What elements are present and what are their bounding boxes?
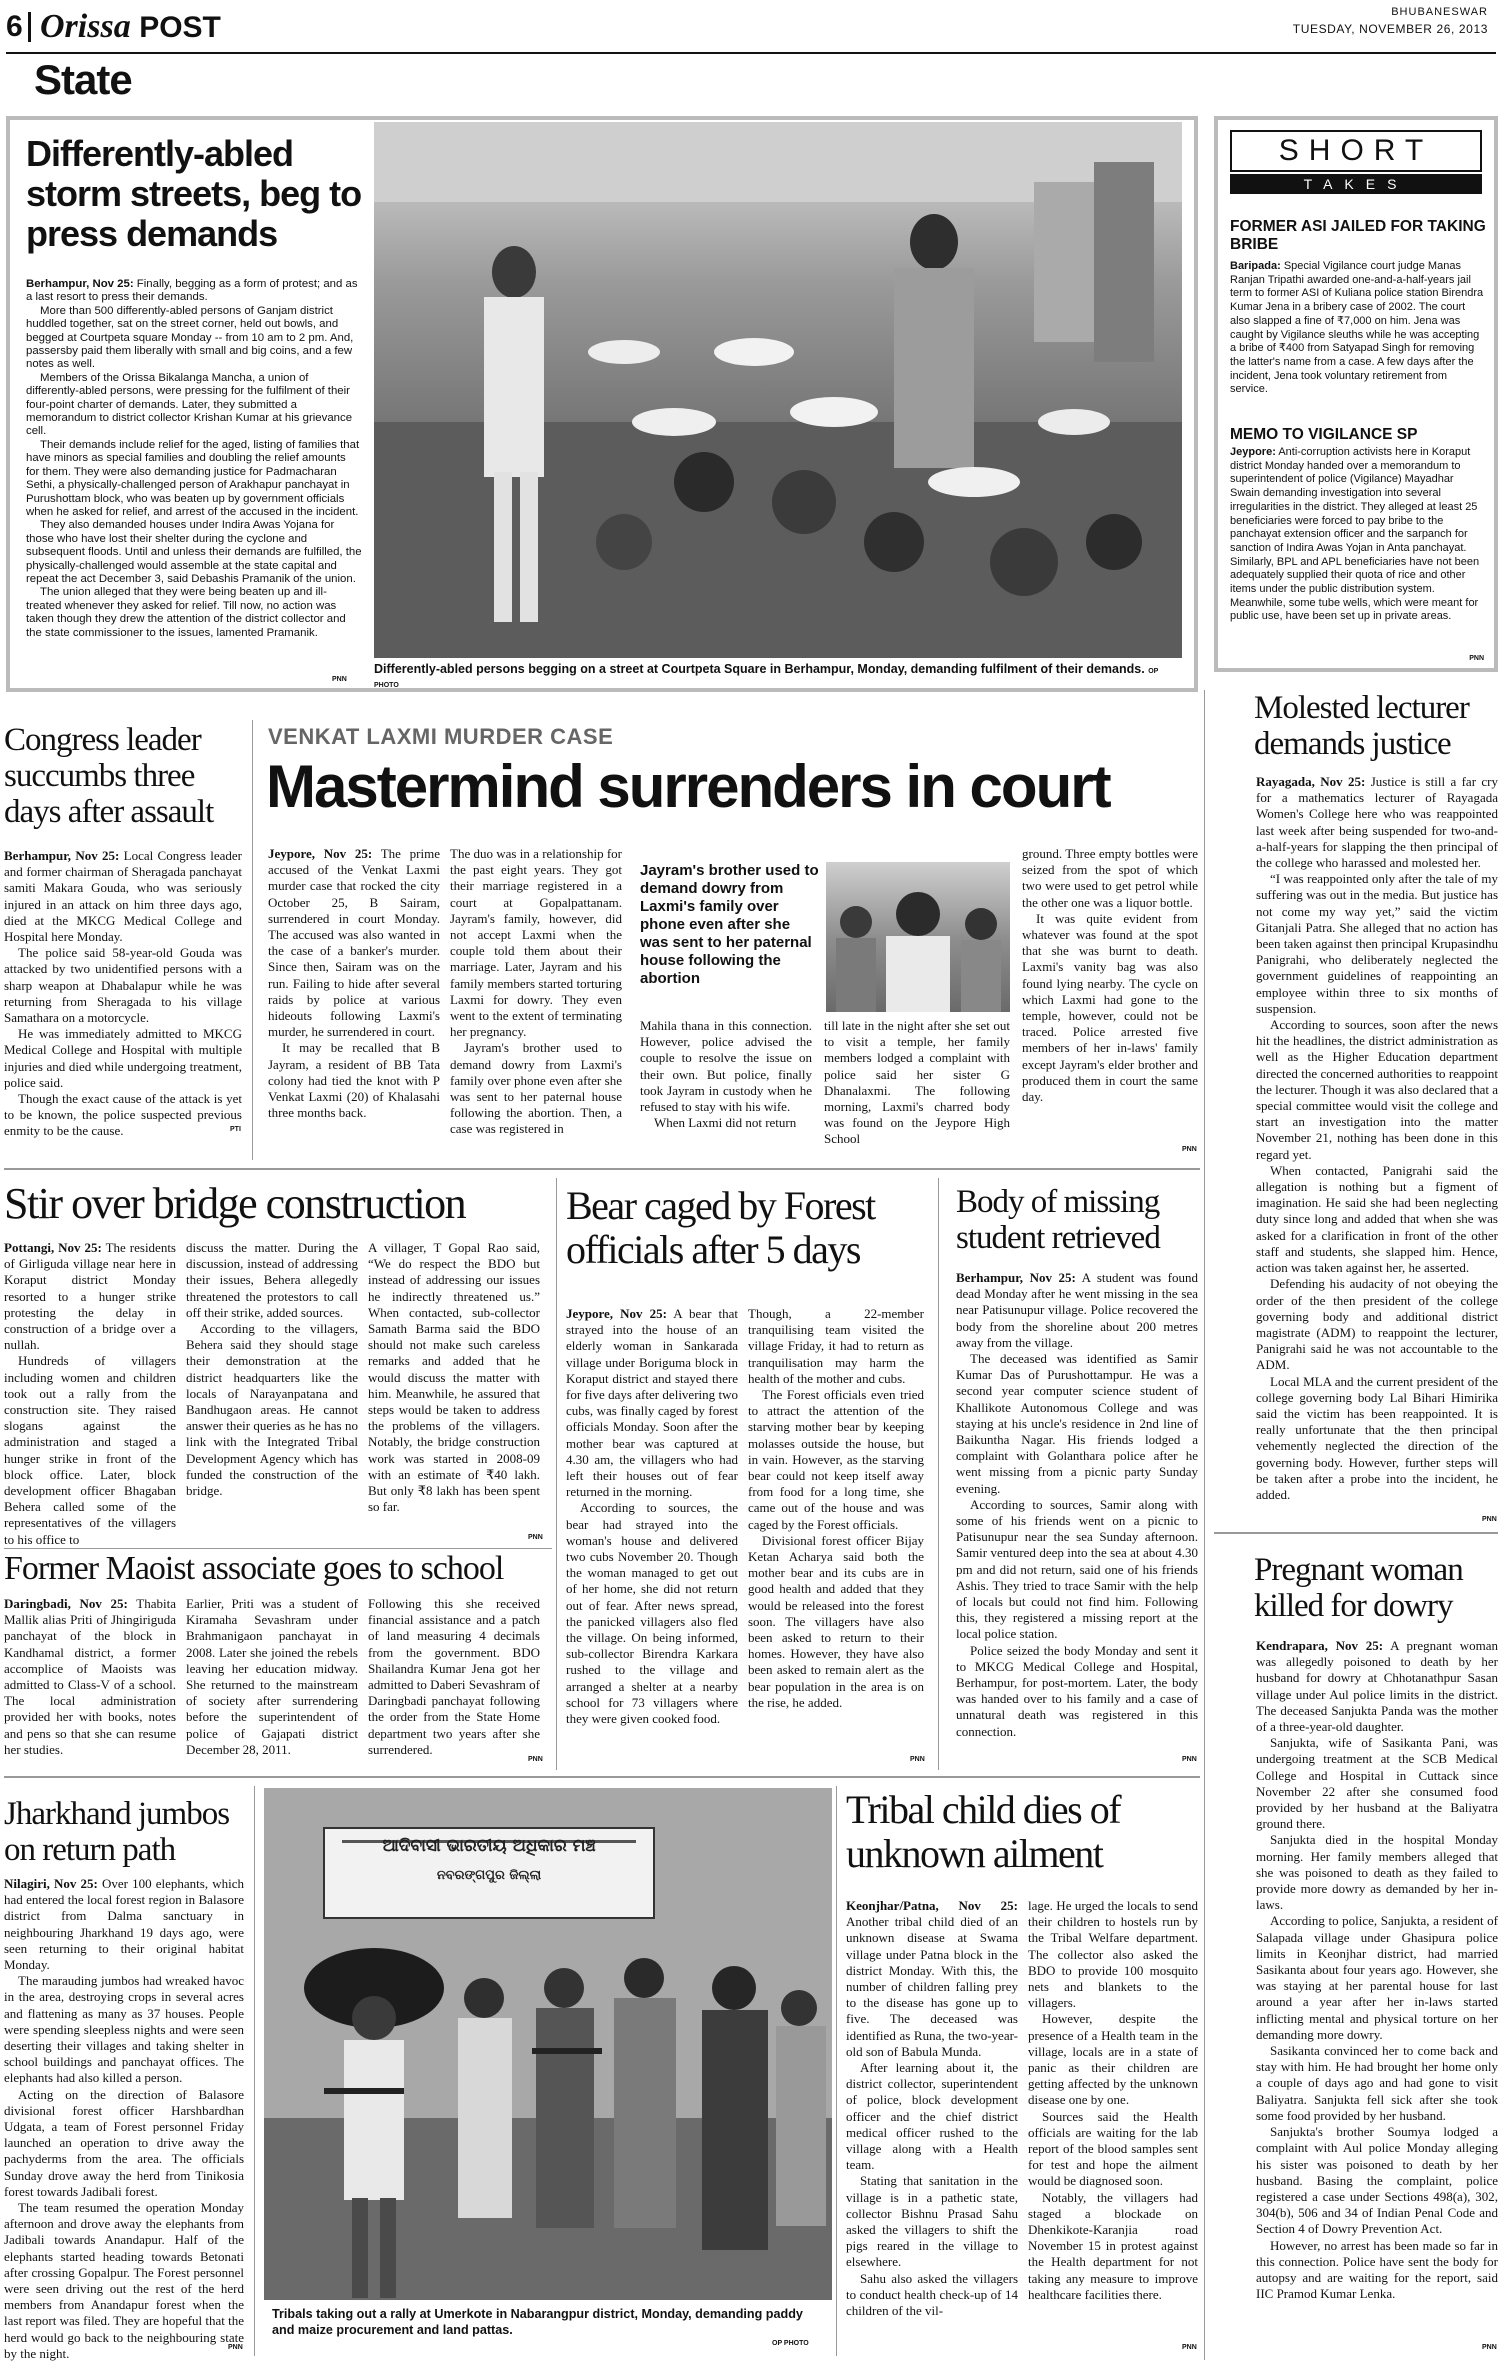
- short-takes-credit: PNN: [1469, 655, 1484, 662]
- maoist-paragraph: Following this she received financial assistance and a patch of land measuring 4 decimals from the government. BDO Shailandra Kumar Jena got her admitted to Daberi Sevashram of Daringbadi panchayat following the order from the State Home department two years after she surrendered.: [368, 1596, 540, 1757]
- bear-paragraph: Divisional forest officer Bijay Ketan Acharya said both the mother bear and its cubs are in good health and added that they would be released into the forest soon. The villagers have also been asked to return to their homes. However, they have also been asked to remain alert as the bear population in the area is on the rise, he added.: [748, 1532, 924, 1710]
- short-take-headline: MEMO TO VIGILANCE SP: [1230, 426, 1418, 443]
- page-number: 6: [6, 10, 23, 43]
- tribal-paragraph: Sources said the Health officials are waiting for the lab report of the blood samples sent for test and hope the ailment would be diagnosed soon.: [1028, 2108, 1198, 2189]
- section-rule: [4, 1168, 1200, 1170]
- short-take-body: [1230, 260, 1486, 397]
- masthead-rule: [6, 52, 1496, 54]
- paper-name-orissa: Orissa: [40, 8, 131, 45]
- dateline: Kendrapara, Nov 25:: [1256, 1638, 1384, 1653]
- body-paragraph: The deceased was identified as Samir Kumar Das of Purushottampur. He was a second year computer science student of Khallikote Autonomous College and was staying at his uncle's residence in 2nd line of Baikuntha Nagar. His friends lodged a complaint with Golanthara police after he went missing from a picnic party Sunday evening.: [956, 1351, 1198, 1496]
- bridge-col-1: [4, 1240, 176, 1547]
- body-paragraph: According to sources, Samir along with some of his friends went on a picnic to Patisunupur near the sea Sunday afternoon. Samir ventured deep into the sea at about 4.30 pm and did not return, said one of his friends Ashis. They tried to trace Samir with the help of locals but could not find him. Following this, they registered a missing report at the local police station.: [956, 1496, 1198, 1642]
- section-rule: [1214, 1532, 1498, 1534]
- bear-paragraph: The Forest officials even tried to attract the attention of the starving mother bear by keeping molasses outside the house, but in vain. However, as the starving bear could not keep itself away from food for a long time, she came out of the house and was caged by the Forest officials.: [748, 1387, 924, 1532]
- bridge-headline: Stir over bridge construction: [4, 1179, 466, 1228]
- body-paragraph: Berhampur, Nov 25: A student was found dead Monday after he went missing in the sea near Patisunupur village. Police recovered the body from the shoreline about 200 metres away from the village.: [956, 1270, 1198, 1350]
- dateline: Berhampur, Nov 25:: [956, 1270, 1076, 1285]
- pregnant-paragraph: Sanjukta died in the hospital Monday morning. Her family members alleged that she was poisoned to death as they failed to provide more dowry as demanded by her in-laws.: [1256, 1832, 1498, 1913]
- venkat-paragraph: It was quite evident from whatever was found at the spot that she was burnt to death. Laxmi's vanity bag was also found lying nearby. The cycle on which Laxmi had gone to the temple, however, could not be traced. Police arrested five members of her in-laws' family except Jayram's elder brother and produced them in court the same day.: [1022, 910, 1198, 1105]
- tribal-paragraph: Sahu also asked the villagers to conduct health check-up of 14 children of the vil-: [846, 2270, 1018, 2319]
- venkat-paragraph: till late in the night after she set out to visit a temple, her family members lodged a complaint with police said her sister G Dhanalaxmi. The following morning, Laxmi's charred body was found on the Jeypore High School: [824, 1018, 1010, 1147]
- bear-paragraph: According to sources, the bear had strayed into the woman's house and delivered two cubs November 20. Though the woman managed to get out of her home, she did not return out of fear. After news spread, the panicked villagers also fled the village. On being informed, sub-collector Birendra Karkara rushed to the village and arranged a shelter at a nearby school for 73 villagers where they were given cooked food.: [566, 1500, 738, 1727]
- congress-paragraph: The police said 58-year-old Gouda was attacked by two unidentified persons with a sharp weapon at Dhabalapur while he was returning from Sheragada to his village Samathara on a motorcycle.: [4, 945, 242, 1026]
- rally-caption-text: Tribals taking out a rally at Umerkote in Nabarangpur district, Monday, demanding paddy and maize procurement and land pattas.: [272, 2307, 803, 2337]
- rally-banner-line-1: ଆଦିବାସୀ ଭାରତୀୟ ଅଧିକାର ମଞ୍ଚ: [382, 1836, 596, 1856]
- lead-caption: [374, 662, 1182, 690]
- section-rule: [4, 1548, 552, 1549]
- short-takes-box: [1214, 116, 1498, 672]
- short-take-headline: FORMER ASI JAILED FOR TAKING BRIBE: [1230, 218, 1486, 253]
- short-take-dateline: Baripada:: [1230, 260, 1281, 272]
- pregnant-paragraph: Sanjukta, wife of Sasikanta Pani, was undergoing treatment at the SCB Medical College and Hospital in Cuttack since November 22 after she consumed food provided by her husband at the Baliyatra ground there.: [1256, 1735, 1498, 1832]
- dateline: Keonjhar/Patna, Nov 25:: [846, 1898, 1018, 1913]
- lead-paragraph: More than 500 differently-abled persons of Ganjam district huddled together, sat on the street corner, held out bowls, and begged at Courtpeta square Monday -- from 10 am to 2 pm. And, passersby paid them liberally with small and big coins, and a few notes as well.: [26, 304, 354, 371]
- bridge-credit: PNN: [528, 1534, 543, 1541]
- venkat-col-1: [268, 846, 440, 1152]
- dateline: Berhampur, Nov 25:: [4, 848, 120, 863]
- tribal-col-2: [1028, 1898, 1198, 2354]
- tribal-paragraph: lage. He urged the locals to send their children to hostels run by the Tribal Welfare department. The collector also asked the BDO to provide 100 mosquito nets and blankets to the villagers.: [1028, 1898, 1198, 2011]
- lead-photo-credit: OP PHOTO: [374, 668, 1159, 689]
- tribal-paragraph: Keonjhar/Patna, Nov 25: Another tribal child died of an unknown disease at Swama village under Patna block in the district Monday. With this, the number of children falling prey to the disease has gone up to five. The deceased was identified as Runa, the two-year-old son of Babula Munda.: [846, 1898, 1018, 2059]
- maoist-col-3: [368, 1596, 540, 1770]
- rally-caption: [272, 2306, 820, 2338]
- tribal-paragraph: However, despite the presence of a Health team in the village, locals are in a state of panic as their children are getting affected by the unknown disease one by one.: [1028, 2011, 1198, 2108]
- masthead-divider: [28, 12, 31, 42]
- lead-paragraph: Members of the Orissa Bikalanga Mancha, a union of differently-abled persons, were pressing for the fulfilment of their four-point charter of demands. Later, they submitted a memorandum to district collector Krishan Kumar at his grievance cell.: [26, 371, 353, 438]
- short-takes-title: SHORT: [1230, 130, 1482, 172]
- short-take-body: [1230, 446, 1486, 624]
- molested-paragraph: Local MLA and the current president of the college governing body Lal Bihari Himirika said the victim has been reappointed. It is really unfortunate that the then principal vehemently neglected the direction of the governing body. However, further steps will be taken after a probe into the incident, he added.: [1256, 1373, 1498, 1502]
- paper-name: [40, 8, 221, 46]
- tribal-paragraph: Stating that sanitation in the village is in a pathetic state, collector Bishnu Prasad Sahu asked the villagers to shift the pigs reared in the village to elsewhere.: [846, 2173, 1018, 2270]
- column-rule: [556, 1178, 557, 1770]
- venkat-col-5: [1022, 846, 1198, 1152]
- jharkhand-paragraph: The team resumed the operation Monday afternoon and drove away the elephants from Jadibali towards Anandapur. Half of the elephants started heading towards Betonati after crossing Gopalpur. The Forest personnel were seen driving out the rest of the herd members from Anandapur forest when the last report was filed. They are hopeful that the herd would go back to the neighbouring state by the night.: [4, 2200, 244, 2361]
- venkat-paragraph: It may be recalled that B Jayram, a resident of BB Tata colony had tied the knot with P Venkat Laxmi (20) of Khalasahi three months back.: [268, 1040, 440, 1121]
- venkat-col-3: [640, 1018, 812, 1152]
- maoist-paragraph: Earlier, Priti was a student of Kiramaha Sevashram under Brahmanigaon panchayat in 2008. Later she joined the rebels leaving her education midway. She returned to the mainstream of society after surrendering before the superintendent of police of Gajapati district December 28, 2011.: [186, 1596, 358, 1757]
- column-rule: [254, 1786, 255, 2356]
- molested-headline: Molested lecturer demands justice: [1254, 690, 1469, 762]
- tribal-credit: PNN: [1182, 2344, 1197, 2351]
- venkat-kicker: VENKAT LAXMI MURDER CASE: [268, 724, 614, 749]
- congress-paragraph: Though the exact cause of the attack is yet to be known, the police suspected previous enmity to be the cause.: [4, 1091, 242, 1139]
- lead-paragraph: The union alleged that they were being beaten up and ill-treated whenever they asked for relief. Till now, no action was taken though they drew the attention of the district collector and the state commissioner to the issues, lamented Pramanik.: [26, 586, 346, 639]
- jharkhand-headline: Jharkhand jumbos on return path: [4, 1796, 230, 1868]
- bear-col-1: [566, 1306, 738, 1764]
- molested-paragraph: According to sources, soon after the news hit the headlines, the district administration as well as the Higher Education department directed the concerned authorities to reappoint the lecturer. Though it was also declared that a special committee would visit the college and start an investigation into the matter November 21, nothing has been done in this regard yet.: [1256, 1017, 1498, 1162]
- bridge-col-2: [186, 1240, 358, 1540]
- jharkhand-paragraph: Nilagiri, Nov 25: Over 100 elephants, which had entered the local forest region in Balasore district from Dalma sanctuary in neighbouring Jharkhand 19 days ago, were seen returning to their original habitat Monday.: [4, 1876, 244, 1973]
- maoist-paragraph: Daringbadi, Nov 25: Thabita Mallik alias Priti of Jhingiriguda panchayat of the block in Kandhamal district, a former accomplice of Maoists was admitted to Class-V of a school. The local administration provided her with books, notes and pens so that she can resume her studies.: [4, 1596, 176, 1757]
- rally-photo-image: [264, 1788, 832, 2300]
- column-rule: [1204, 690, 1205, 2360]
- venkat-paragraph: When Laxmi did not return: [654, 1115, 797, 1131]
- jharkhand-credit: PNN: [228, 2344, 243, 2351]
- venkat-col-2: [450, 846, 622, 1152]
- dateline: Nilagiri, Nov 25:: [4, 1876, 98, 1891]
- masthead-city: BHUBANESWAR: [1391, 6, 1488, 18]
- jharkhand-paragraph: Acting on the direction of Balasore divisional forest officer Harshbardhan Udgata, a team of Forest personnel Friday launched an operation to drive away the pachyderms from the area. The officials Sunday drove away the herd from Tinikosia forest towards Jadibali forest.: [4, 2086, 244, 2199]
- lead-body: [26, 278, 362, 668]
- venkat-photo: [826, 862, 1010, 1012]
- jharkhand-body: [4, 1876, 244, 2361]
- rally-banner-line-2: ନବରଙ୍ଗପୁର ଜିଲ୍ଲା: [436, 1868, 542, 1883]
- masthead: [6, 6, 1496, 102]
- dateline: Rayagada, Nov 25:: [1256, 774, 1366, 789]
- venkat-headline: Mastermind surrenders in court: [266, 753, 1110, 820]
- short-take-dateline: Jeypore:: [1230, 446, 1276, 458]
- lead-paragraph: Berhampur, Nov 25: Finally, begging as a form of protest; and as a last resort to press their demands.: [26, 278, 358, 304]
- pregnant-credit: PNN: [1482, 2344, 1497, 2351]
- lead-caption-text: Differently-abled persons begging on a street at Courtpeta Square in Berhampur, Monday, demanding fulfilment of their demands.: [374, 662, 1145, 676]
- maoist-credit: PNN: [528, 1756, 543, 1763]
- lead-photo-image: [374, 122, 1182, 658]
- lead-story-box: [6, 116, 1198, 692]
- venkat-photo-image: [826, 862, 1010, 1012]
- bear-paragraph: Though, a 22-member tranquilising team visited the village Friday, it had to return as tranquilisation may harm the health of the mother and cubs.: [748, 1306, 924, 1386]
- pregnant-body: [1256, 1638, 1498, 2354]
- column-rule: [252, 720, 253, 1160]
- body-credit: PNN: [1182, 1756, 1197, 1763]
- lead-headline: Differently-abled storm streets, beg to press demands: [26, 133, 362, 254]
- maoist-headline: Former Maoist associate goes to school: [4, 1550, 504, 1587]
- maoist-col-1: [4, 1596, 176, 1770]
- venkat-col-4: [824, 1018, 1010, 1152]
- bear-headline: Bear caged by Forest officials after 5 days: [566, 1183, 875, 1272]
- jharkhand-paragraph: The marauding jumbos had wreaked havoc in the area, destroying crops in several acres and flattening as many as 37 houses. People were spending sleepless nights and were seen deserting their villages and taking shelter in school buildings and panchayat offices. The elephants had also killed a person.: [4, 1973, 244, 2086]
- column-rule: [938, 1178, 939, 1770]
- short-takes-subtitle: TAKES: [1230, 174, 1482, 194]
- venkat-credit: PNN: [1182, 1146, 1197, 1153]
- section-title: State: [34, 56, 132, 103]
- bridge-paragraph: According to the villagers, Behera said they should stage their demonstration at the district headquarters like the locals of Narayanpatana and Bandhugaon areas. He cannot answer their queries as he has no link with the Integrated Tribal Development Agency which has funded the construction of the bridge.: [186, 1321, 358, 1499]
- bridge-paragraph: A villager, T Gopal Rao said, “We do respect the BDO but instead of addressing our issues he indirectly threatened us.” When contacted, sub-collector Samath Barma said the BDO should not make such careless remarks and added that he would discuss the matter with him. Meanwhile, he assured that steps would be taken to address the problems of the villagers. Notably, the bridge construction work was started in 2008-09 with an estimate of ₹40 lakh. But only ₹8 lakh has been spent so far.: [368, 1240, 540, 1515]
- bridge-paragraph: Hundreds of villagers including women and children took out a rally from the construction site. They raised slogans against the administration and staged a hunger strike in front of the block office. Later, block development officer Bhagaban Behera called some of the representatives of the villagers to his office to: [4, 1353, 176, 1547]
- dateline: Berhampur, Nov 25:: [26, 278, 134, 290]
- masthead-date: TUESDAY, NOVEMBER 26, 2013: [1292, 22, 1488, 36]
- venkat-paragraph: ground. Three empty bottles were seized from the spot of which two were used to get petrol while the other one was a liquor bottle.: [1022, 846, 1198, 910]
- tribal-col-1: [846, 1898, 1018, 2354]
- dateline: Daringbadi, Nov 25:: [4, 1596, 128, 1611]
- dateline: Jeypore, Nov 25:: [566, 1306, 667, 1321]
- dateline: Pottangi, Nov 25:: [4, 1240, 102, 1255]
- venkat-paragraph: Mahila thana in this connection. However, police advised the couple to resolve the issue on their own. But police, finally took Jayram in custody when he refused to stay with his wife.: [640, 1018, 812, 1115]
- body-body: [956, 1270, 1198, 1764]
- tribal-paragraph: After learning about it, the district collector, superintendent of police, block development officer and the chief district medical officer rushed to the village along with a Health team.: [846, 2060, 1018, 2173]
- column-rule: [836, 1786, 837, 2356]
- molested-credit: PNN: [1482, 1516, 1497, 1523]
- congress-paragraph: He was immediately admitted to MKCG Medical College and Hospital with multiple injuries and died while undergoing treatment, police said.: [4, 1026, 242, 1090]
- short-take-text: Special Vigilance court judge Manas Ranjan Tripathi awarded one-and-a-half-years jail term to former ASI of Kuliana police station Birendra Kumar Jena in a bribery case of 2002. The court also slapped a fine of ₹7,000 on him. Jena was caught by Vigilance sleuths while he was accepting a bribe of ₹400 from Satyapad Singh for removing the latter's name from a case. A few days after the incident, Jena took voluntary retirement from service.: [1230, 260, 1484, 396]
- venkat-paragraph: Jeypore, Nov 25: The prime accused of the Venkat Laxmi murder case that rocked the city October 25, B Sairam, surrendered in court Monday. The accused was also wanted in the case of a banker's murder. Since then, Sairam was on the run. Failing to hide after several raids by police at various hideouts following Laxmi's murder, he surrendered in court.: [268, 846, 440, 1040]
- molested-paragraph: When contacted, Panigrahi said the allegation is nothing but a figment of imagination. He said she had been neglecting duty since long and added that when she was asked for a clarification in front of the other staff and students, she slapped him. Hence, action was taken against her, he asserted.: [1256, 1162, 1498, 1276]
- rally-photo-credit: OP PHOTO: [772, 2340, 809, 2347]
- lead-paragraph: They also demanded houses under Indira Awas Yojana for those who have lost their shelter during the cyclone and subsequent floods. Until and unless their demands are fulfilled, the physically-challenged would assemble at the state capital and repeat the act December 3, said Debashis Pramanik of the union.: [26, 519, 362, 585]
- rally-photo: [264, 1788, 832, 2300]
- congress-paragraph: [4, 848, 242, 945]
- molested-paragraph: “I was reappointed only after the tale of my suffering was out in the media. But justice has not come my way yet,” said the victim Gitanjali Patra. She alleged that no action has been taken against then principal Krupasindhu Panigrahi, who deliberately neglected the government guidelines of reappointing an employee within three to six months of suspension.: [1256, 871, 1498, 1016]
- bear-paragraph: Jeypore, Nov 25: A bear that strayed into the house of an elderly woman in Sankarada village under Boriguma block in Koraput district and stayed there for five days after delivering two cubs, was finally caged by forest officials Monday. Soon after the mother bear was captured at 4.30 am, the villagers who had left their houses out of fear returned in the morning.: [566, 1306, 738, 1500]
- bear-col-2: [748, 1306, 924, 1764]
- bridge-paragraph: discuss the matter. During the discussion, instead of addressing their issues, Behera allegedly threatened the protestors to call off their strike, added sources.: [186, 1240, 358, 1320]
- molested-body: [1256, 774, 1498, 1526]
- pregnant-paragraph: Sanjukta's brother Soumya lodged a complaint with Aul police Monday alleging his sister was poisoned to death by her husband. Basing the complaint, police registered a case under Sections 498(a), 302, 304(b), 506 and 34 of Indian Penal Code and Section 4 of Dowry Prevention Act.: [1256, 2124, 1498, 2237]
- section-rule: [4, 1776, 1200, 1778]
- congress-headline: Congress leader succumbs three days after assault: [4, 722, 214, 830]
- congress-credit: PTI: [230, 1126, 241, 1133]
- pregnant-paragraph: According to police, Sanjukta, a resident of Salapada village under Ghasipura police limits in Keonjhar district, had married Sasikanta about four years ago. However, she was staying at her parental house for last around a year after her in-laws started inflicting mental and physical torture on her demanding more dowry.: [1256, 1913, 1498, 2042]
- body-paragraph: Police seized the body Monday and sent it to MKCG Medical College and Hospital, Berhampur, for post-mortem. Later, the body was handed over to his family and a case of unnatural death was registered in this connection.: [956, 1642, 1198, 1739]
- pregnant-paragraph: However, no arrest has been made so far in this connection. Police have sent the body for autopsy and are waiting for the report, said IIC Pramod Kumar Lenka.: [1256, 2237, 1498, 2302]
- venkat-paragraph: Jayram's brother used to demand dowry from Laxmi's family over phone even after she was sent to her paternal house following the abortion. Then, a case was registered in: [450, 1040, 622, 1137]
- paper-name-post: POST: [139, 11, 221, 44]
- pregnant-headline: Pregnant woman killed for dowry: [1254, 1552, 1463, 1624]
- molested-paragraph: Defending his audacity of not obeying the order of the then president of the college governing body and additional district magistrate (ADM) to reappoint the lecturer, Panigrahi said he was not accountable to the ADM.: [1256, 1276, 1498, 1373]
- maoist-col-2: [186, 1596, 358, 1770]
- dateline: Jeypore, Nov 25:: [268, 846, 373, 861]
- venkat-pullquote: Jayram's brother used to demand dowry from Laxmi's family over phone even after she was sent to her paternal house following the abortion: [640, 862, 819, 987]
- molested-paragraph: Rayagada, Nov 25: Justice is still a far cry for a mathematics lecturer of Rayagada Women's College here who was reappointed last week after being suspended for two-and-a-half-years for slapping the then principal of the college who harassed and molested her.: [1256, 774, 1499, 871]
- short-take-text: Anti-corruption activists here in Koraput district Monday handed over a memorandum to superintendent of police (Vigilance) Mayadhar Swain demanding investigation into several irregularities in the district. They alleged at least 25 beneficiaries were forced to pay bribe to the panchayat extension officer and the sarpanch for sanction of Indira Awas Yojan in Anta panchayat. Similarly, BPL and APL beneficiaries have not been adequately supplied their quota of rice and other items under the public distribution system. Meanwhile, some tube wells, which were meant for public use, have been set up in private areas.: [1230, 446, 1480, 623]
- pregnant-paragraph: Sasikanta convinced her to come back and stay with him. He had brought her home only a couple of days ago and had gone to visit Baliyatra. Sanjukta fell sick after she took some food provided by her husband.: [1256, 2043, 1498, 2123]
- tribal-paragraph: Notably, the villagers had staged a blockade on Dhenkikote-Karanjia road November 15 in protest against the Health department for not taking any measure to improve healthcare facilities there.: [1028, 2189, 1198, 2302]
- venkat-paragraph: The duo was in a relationship for the past eight years. They got their marriage registered in a court at Gopalpattanam. Jayram's family, however, did not accept Laxmi when the couple told them about their marriage. Later, Jayram and his family members started torturing Laxmi for dowry. They even went to the extent of terminating her pregnancy.: [450, 846, 622, 1040]
- body-headline: Body of missing student retrieved: [956, 1184, 1160, 1256]
- bear-credit: PNN: [910, 1756, 925, 1763]
- lead-paragraph: Their demands include relief for the aged, listing of families that have minors as special families and doubling the relief amounts for them. They were also demanding justice for Padmacharan Sethi, a physically-challenged person of Arakhapur panchayat in Purushottam block, who was beaten up by government officials when he asked for relief, and arrest of the accused in the incident.: [26, 438, 360, 518]
- tribal-headline: Tribal child dies of unknown ailment: [846, 1787, 1121, 1876]
- pregnant-paragraph: Kendrapara, Nov 25: A pregnant woman was allegedly poisoned to death by her husband for dowry at Chhotanathpur Sasan village under Aul police limits in the district. The deceased Sanjukta Panda was the mother of a three-year-old daughter.: [1256, 1638, 1498, 1735]
- lead-photo: [374, 122, 1182, 658]
- lead-credit: PNN: [332, 676, 347, 683]
- bridge-col-3: [368, 1240, 540, 1540]
- bridge-paragraph: Pottangi, Nov 25: The residents of Girliguda village near here in Koraput district Monday resorted to a hunger strike protesting the delay in construction of a bridge over a nullah.: [4, 1240, 176, 1353]
- congress-p0: Berhampur, Nov 25: Local Congress leader and former chairman of Sheragada panchayat samiti Makara Gouda, who was seriously injured in an attack on him three days ago, died at the MKCG Medical College and Hospital here Monday.: [4, 848, 242, 945]
